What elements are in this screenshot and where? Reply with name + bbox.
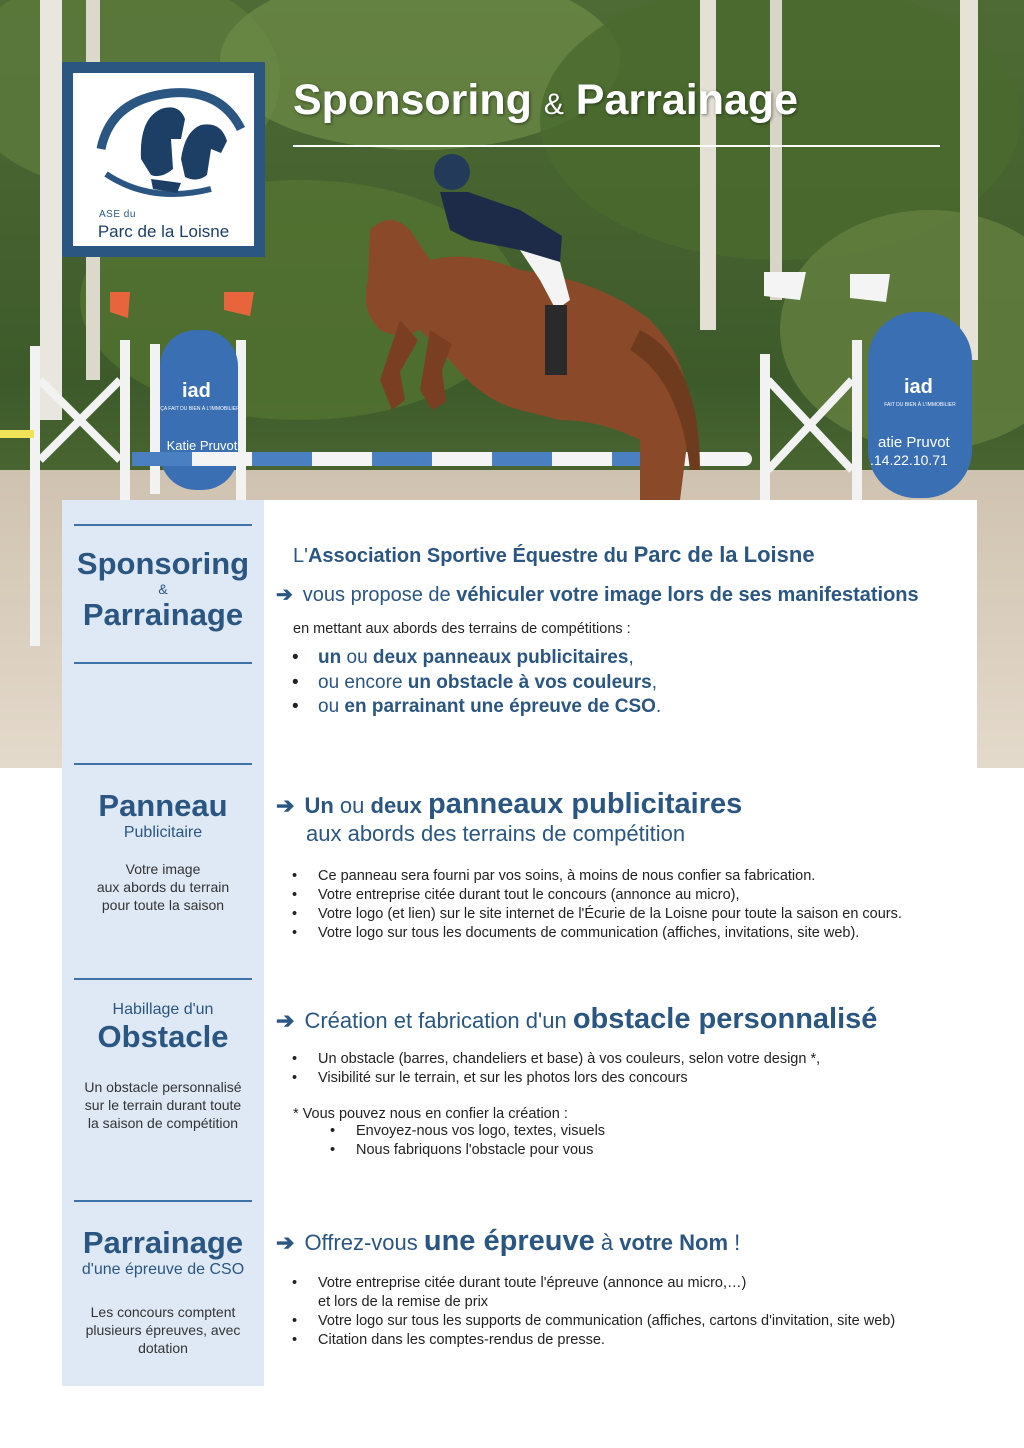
parrainage-bullets — [276, 1274, 954, 1350]
list-item: • Un obstacle (barres, chandeliers et base) à vos couleurs, selon votre design *, — [276, 1050, 954, 1069]
sidebar-panneau — [62, 788, 264, 914]
intro-content — [276, 542, 954, 720]
sidebar-parrainage-sub: d'une épreuve de CSO — [81, 1261, 245, 1278]
sidebar-rule — [74, 662, 252, 664]
panneau-heading-c: deux — [370, 793, 422, 818]
obstacle-bullets — [276, 1050, 954, 1088]
obstacle-heading-a: Création et fabrication d'un — [304, 1008, 567, 1033]
sidebar-rule — [74, 1200, 252, 1202]
title-underline — [293, 145, 940, 147]
list-item — [276, 671, 954, 696]
sidebar-rule — [74, 763, 252, 765]
list-item: • Votre logo sur tous les documents de communication (affiches, invitations, site web). — [276, 924, 954, 943]
title-part2: Parrainage — [575, 76, 799, 124]
sidebar-parrainage-desc1: Les concours comptent — [90, 1304, 236, 1320]
list-item: • Votre entreprise citée durant tout le concours (annonce au micro), — [276, 886, 954, 905]
panneau-heading-a: Un — [304, 793, 334, 818]
title-part1: Sponsoring — [293, 76, 532, 124]
sidebar-obstacle-desc2: sur le terrain durant toute — [84, 1097, 242, 1113]
intro-line2 — [276, 582, 954, 607]
list-item: • Envoyez-nous vos logo, textes, visuels — [276, 1122, 954, 1141]
intro-bullet-c: un obstacle à vos couleurs — [407, 671, 652, 693]
left-sign-logo: iad — [182, 380, 211, 402]
intro-bullet-d: . — [655, 696, 662, 717]
panneau-content — [276, 788, 954, 943]
parrainage-content — [276, 1225, 954, 1350]
intro-bullet-d: , — [651, 671, 657, 693]
intro-line1-a: L' — [293, 545, 308, 567]
arrow-icon: ➔ — [276, 1008, 295, 1033]
arrow-icon: ➔ — [276, 584, 293, 606]
club-logo-inner — [73, 73, 254, 246]
intro-bullet-c: deux panneaux publicitaires — [372, 647, 629, 668]
right-sign-phone: .14.22.10.71 — [870, 452, 948, 468]
parrainage-heading — [276, 1225, 954, 1258]
sidebar-panneau-desc3: pour toute la saison — [101, 897, 225, 913]
sidebar-intro-title2: Parrainage — [82, 597, 244, 632]
sidebar-rule — [74, 524, 252, 526]
sidebar-parrainage — [62, 1225, 264, 1357]
page-title — [293, 76, 798, 125]
sidebar-obstacle-title: Obstacle — [97, 1019, 229, 1054]
intro-line2-b: véhiculer votre image lors de ses manifestations — [456, 584, 919, 606]
parrainage-bullet1-line1: Votre entreprise citée durant toute l'épreuve (annonce au micro,…) — [318, 1275, 747, 1291]
sidebar-parrainage-title: Parrainage — [82, 1225, 244, 1260]
sidebar-panneau-sub: Publicitaire — [123, 824, 203, 841]
list-item — [276, 646, 954, 671]
arrow-icon: ➔ — [276, 1230, 295, 1255]
intro-bullet-a: un — [318, 647, 342, 668]
sidebar-panneau-desc1: Votre image — [125, 861, 201, 877]
intro-bullet-b: ou encore — [318, 671, 408, 693]
intro-bullet-c: en parrainant une épreuve de CSO — [344, 696, 656, 717]
sidebar-parrainage-desc2: plusieurs épreuves, avec — [85, 1322, 241, 1338]
intro-line2-a: vous propose de — [302, 584, 451, 606]
parrainage-heading-b: une épreuve — [423, 1225, 595, 1257]
intro-line1-b: Association Sportive Équestre du — [307, 545, 629, 567]
intro-bullet-d: , — [628, 647, 634, 668]
panneau-heading-d: panneaux publicitaires — [427, 788, 743, 820]
logo-name: Parc de la Loisne — [97, 222, 230, 241]
list-item: • Visibilité sur le terrain, et sur les photos lors des concours — [276, 1069, 954, 1088]
sidebar-panneau-title: Panneau — [98, 788, 228, 823]
list-item: • Ce panneau sera fourni par vos soins, à moins de nous confier sa fabrication. — [276, 867, 954, 886]
club-logo — [62, 62, 265, 257]
logo-small-text: ASE du — [99, 209, 136, 220]
sidebar-obstacle-pre: Habillage d'un — [112, 1001, 214, 1018]
sidebar-intro — [62, 546, 264, 632]
horse-heads-logo-icon — [81, 79, 246, 209]
list-item: • Citation dans les comptes-rendus de presse. — [276, 1331, 954, 1350]
obstacle-content — [276, 1003, 954, 1160]
intro-line1 — [293, 542, 954, 568]
right-sign-logo: iad — [904, 376, 933, 398]
list-item: • Votre logo (et lien) sur le site internet de l'Écurie de la Loisne pour toute la saison en cours. — [276, 905, 954, 924]
parrainage-heading-c: à — [600, 1230, 614, 1255]
sidebar-intro-title1: Sponsoring — [76, 546, 250, 581]
panneau-heading — [276, 788, 954, 821]
intro-bullet-b: ou — [318, 696, 345, 717]
left-sign-name: Katie Pruvot — [166, 438, 238, 453]
list-item — [276, 695, 954, 720]
sidebar-obstacle-desc3: la saison de compétition — [87, 1115, 239, 1131]
sidebar-intro-amp: & — [158, 581, 168, 597]
panneau-heading-line2: aux abords des terrains de compétition — [306, 821, 686, 846]
panneau-bullets — [276, 867, 954, 943]
arrow-icon: ➔ — [276, 793, 295, 818]
obstacle-heading-b: obstacle personnalisé — [572, 1003, 878, 1035]
sidebar-parrainage-desc3: dotation — [138, 1340, 188, 1356]
parrainage-heading-d: votre Nom — [619, 1230, 729, 1255]
right-sign-name: atie Pruvot — [878, 434, 950, 451]
parrainage-heading-e: ! — [734, 1230, 741, 1255]
title-amp: & — [543, 88, 564, 121]
list-item — [276, 1274, 954, 1312]
intro-line1-c: Parc de la Loisne — [633, 542, 815, 567]
obstacle-heading — [276, 1003, 954, 1036]
list-item: • Votre logo sur tous les supports de communication (affiches, cartons d'invitation, site web) — [276, 1312, 954, 1331]
right-sign-tagline: FAIT DU BIEN À L'IMMOBILIER — [884, 402, 956, 408]
sidebar-panneau-desc2: aux abords du terrain — [96, 879, 230, 895]
sidebar-rule — [74, 978, 252, 980]
obstacle-note: * Vous pouvez nous en confier la création : — [293, 1106, 568, 1122]
intro-line3: en mettant aux abords des terrains de compétitions : — [293, 621, 631, 637]
obstacle-sub-bullets — [276, 1122, 954, 1160]
list-item: • Nous fabriquons l'obstacle pour vous — [276, 1141, 954, 1160]
intro-bullet-b: ou — [341, 647, 373, 668]
parrainage-bullet1-line2: et lors de la remise de prix — [318, 1294, 489, 1310]
parrainage-heading-a: Offrez-vous — [304, 1230, 418, 1255]
panneau-heading-b: ou — [339, 793, 365, 818]
sidebar-obstacle — [62, 1000, 264, 1132]
sidebar-obstacle-desc1: Un obstacle personnalisé — [84, 1079, 242, 1095]
intro-bullets — [276, 646, 954, 720]
left-sign-tagline: ÇA FAIT DU BIEN À L'IMMOBILIER — [160, 406, 240, 412]
